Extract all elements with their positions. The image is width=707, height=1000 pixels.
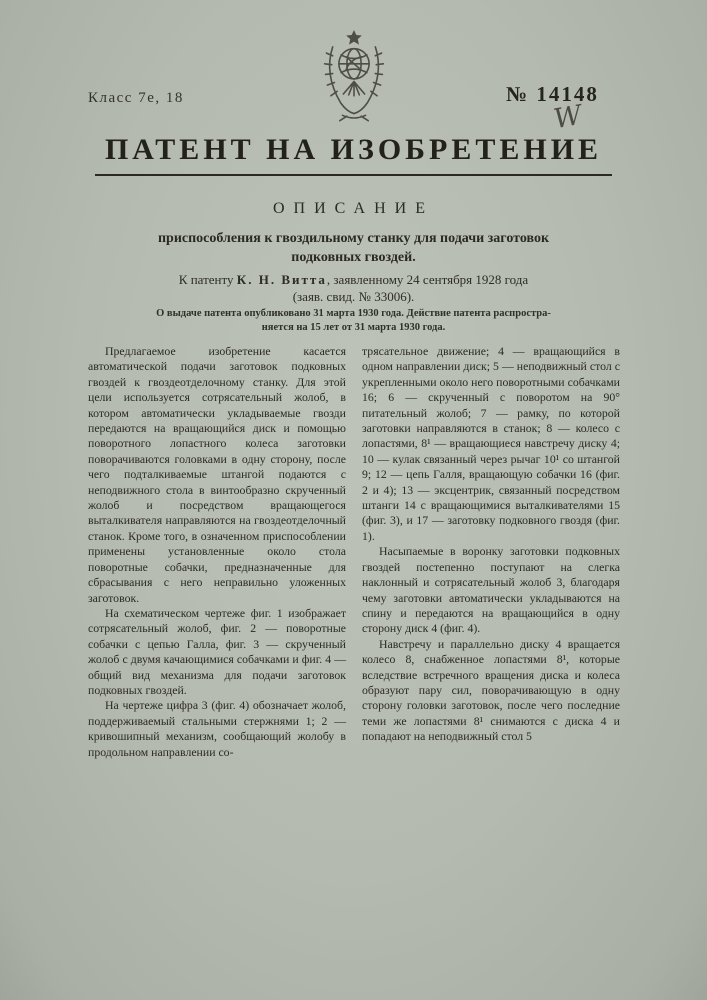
patent-info-suffix: , заявленному 24 сентября 1928 года (326, 272, 529, 287)
issue-notice-line-2: няется на 15 лет от 31 марта 1930 года. (261, 321, 446, 333)
paragraph: трясательное движение; 4 — вращающийся в одном направлении диск; 5 — неподвижный стол с укрепленными около него поворотными собачками 16; 6 — скрученный с поворотом на 90° питательный жолоб; 7 — рамку, по которой заготовки направляются в станок; 8 — колесо с лопастями, 8¹ — вращающиеся навстречу диску 4; 10 — кулак связанный через рычаг 10¹ со штангой 9; 12 — цепь Галля, вращающую собачки 16 (фиг. 2 и 4); 13 — эксцентрик, связанный посредством штанги 14 с вращающимися выталкивателями 15 (фиг. 3), и 17 — заготовку подковного гвоздя (фиг. 1). (362, 344, 620, 543)
title-block (0, 133, 707, 176)
subtitle-line-2: подковных гвоздей. (291, 250, 416, 265)
section-title: ОПИСАНИЕ (273, 200, 434, 217)
issue-notice (0, 307, 707, 334)
patent-info (0, 271, 707, 305)
document-title: ПАТЕНТ НА ИЗОБРЕТЕНИЕ (95, 133, 612, 176)
class-label: Класс 7е, 18 (88, 90, 184, 106)
issue-notice-line-1: О выдаче патента опубликовано 31 марта 1930 года. Действие патента распростра- (156, 308, 551, 319)
subtitle-line-1: приспособления к гвоздильному станку для подачи заготовок (157, 231, 550, 246)
paragraph: На чертеже цифра 3 (фиг. 4) обозначает жолоб, поддерживаемый стальными стержнями 1; 2 — кривошипный механизм, сообщающий жолобу в продольном направлении со- (88, 698, 346, 759)
document-body (88, 344, 620, 760)
right-column (362, 344, 620, 760)
document-subtitle (0, 229, 707, 267)
paragraph: Предлагаемое изобретение касается автоматической подачи заготовок подковных гвоздей к гвоздеотделочному станку. Для этой цели используется сотрясательный жолоб, в котором автоматически укладываемые гвозди передаются на вращающийся диск и помощью поворотного лопастного колеса заготовки поворачиваются головками в одну сторону, после чего подталкиваемые штангой подаются с неподвижного стола в винтообразно скрученный жолоб и посредством вращающегося выталкивателя направляются на гвоздеотделочный станок. Кроме того, в означенном приспособлении применены установленные около стола поворотные собачки, предназначенные для сбрасывания с него неправильно уложенных заготовок. (88, 344, 346, 605)
handwritten-mark: W (551, 99, 585, 136)
patent-info-line (0, 271, 707, 288)
applicant-name: К. Н. Витта (236, 272, 327, 287)
patent-number: № 14148 (506, 82, 599, 106)
paragraph: Навстречу и параллельно диску 4 вращается колесо 8, снабженное лопастями 8¹, которые вследствие встречного вращения диска и колеса образуют пару сил, поворачивающую в одну сторону головки заготовок, после чего последние теми же лопастями 8¹ снимаются с диска 4 и попадают на неподвижный стол 5 (362, 636, 620, 744)
soviet-emblem-icon (314, 28, 394, 128)
paragraph: На схематическом чертеже фиг. 1 изображает сотрясательный жолоб, фиг. 2 — поворотные собачки с цепью Галла, фиг. 3 — скрученный жолоб с двумя качающимися собачками и фиг. 4 — общий вид механизма для подачи заготовок подковных гвоздей. (88, 605, 346, 697)
left-column (88, 344, 346, 760)
paragraph: Насыпаемые в воронку заготовки подковных гвоздей постепенно поступают на слегка наклонный и сотрясательный жолоб 3, благодаря чему заготовки автоматически укладываются на спину и передаются на вращающийся в одну сторону диск 4 (фиг. 4). (362, 544, 620, 636)
application-reference: (заяв. свид. № 33006). (292, 289, 415, 304)
patent-info-prefix: К патенту (178, 272, 237, 287)
